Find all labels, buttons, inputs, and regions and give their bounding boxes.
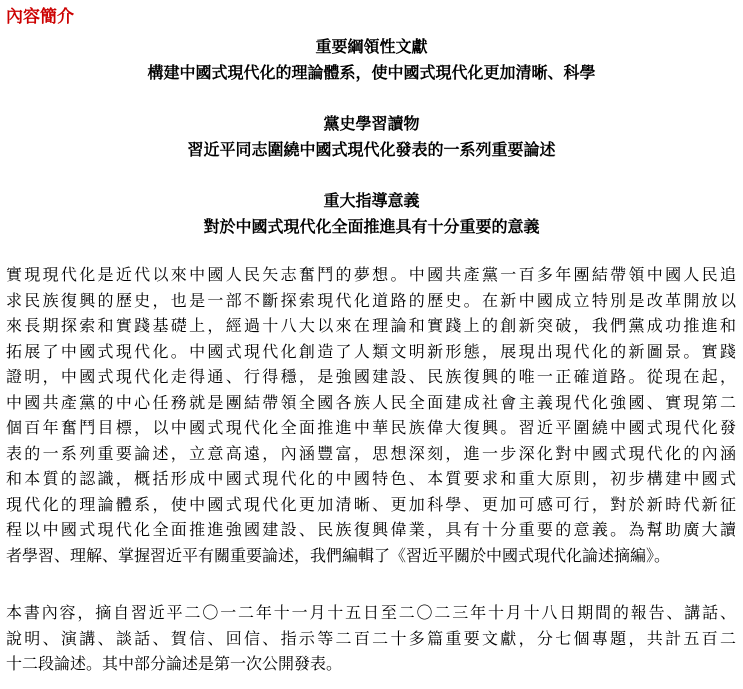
paragraph-line: 現代化的理論體系，使中國式現代化更加清晰、更加科學、更加可感可行，對於新時代新征 — [6, 494, 736, 514]
intro-paragraph-1 — [6, 262, 736, 568]
highlight-subtitle: 對於中國式現代化全面推進具有十分重要的意義 — [203, 217, 540, 236]
paragraph-line: 來長期探索和實踐基礎上，經過十八大以來在理論和實踐上的創新突破，我們黨成功推進和 — [6, 316, 736, 335]
intro-paragraph-2 — [6, 600, 736, 677]
highlight-title: 黨史學習讀物 — [323, 114, 420, 133]
paragraph-line: 表的一系列重要論述，立意高遠，內涵豐富，思想深刻，進一步深化對中國式現代化的內涵 — [6, 443, 736, 463]
highlight-subtitle: 構建中國式現代化的理論體系，使中國式現代化更加清晰、科學 — [147, 63, 596, 82]
highlight-title: 重要綱領性文獻 — [315, 37, 428, 56]
highlight-subtitle: 習近平同志圍繞中國式現代化發表的一系列重要論述 — [187, 140, 556, 159]
section-heading: 內容簡介 — [6, 7, 74, 27]
paragraph-line: 拓展了中國式現代化。中國式現代化創造了人類文明新形態，展現出現代化的新圖景。實踐 — [6, 341, 736, 361]
paragraph-line: 實現現代化是近代以來中國人民矢志奮鬥的夢想。中國共產黨一百多年團結帶領中國人民追 — [6, 265, 736, 284]
paragraph-line: 中國共產黨的中心任務就是團結帶領全國各族人民全面建成社會主義現代化強國、實現第二 — [6, 392, 736, 412]
paragraph-line: 求民族復興的歷史，也是一部不斷探索現代化道路的歷史。在新中國成立特別是改革開放以 — [6, 290, 736, 310]
paragraph-line: 程以中國式現代化全面推進強國建設、民族復興偉業，具有十分重要的意義。為幫助廣大讀 — [6, 520, 736, 539]
highlight-block-1 — [0, 36, 743, 84]
paragraph-line: 說明、演講、談話、賀信、回信、指示等二百二十多篇重要文獻，分七個專題，共計五百二 — [6, 628, 736, 648]
highlight-block-3 — [0, 190, 743, 238]
highlight-title: 重大指導意義 — [323, 191, 420, 210]
paragraph-line: 證明，中國式現代化走得通、行得穩，是強國建設、民族復興的唯一正確道路。從現在起， — [6, 367, 736, 386]
paragraph-line: 者學習、理解、掌握習近平有關重要論述，我們編輯了《習近平關於中國式現代化論述摘編》。 — [6, 545, 671, 565]
paragraph-line: 十二段論述。其中部分論述是第一次公開發表。 — [6, 654, 343, 673]
paragraph-line: 本書內容，摘自習近平二〇一二年十一月十五日至二〇二三年十月十八日期間的報告、講話、 — [6, 603, 736, 622]
paragraph-line: 個百年奮鬥目標，以中國式現代化全面推進中華民族偉大復興。習近平圍繞中國式現代化發 — [6, 418, 736, 437]
paragraph-line: 和本質的認識，概括形成中國式現代化的中國特色、本質要求和重大原則，初步構建中國式 — [6, 469, 736, 488]
highlight-block-2 — [0, 113, 743, 161]
